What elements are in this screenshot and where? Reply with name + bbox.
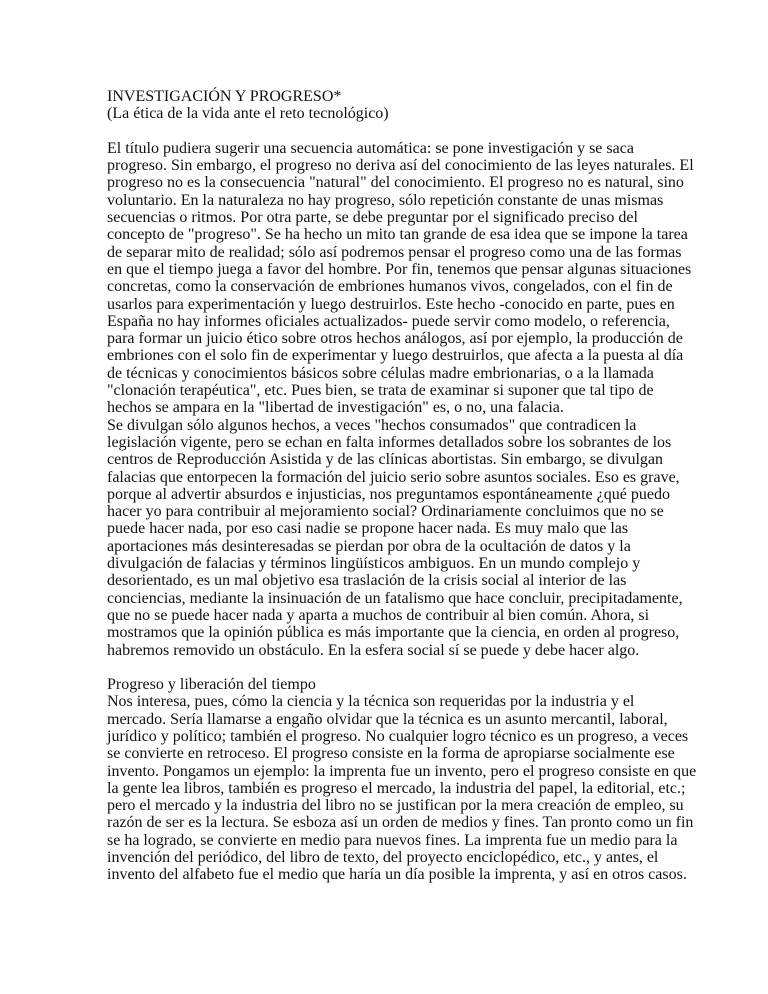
text-line: concepto de "progreso". Se ha hecho un mito tan grande de esa idea que se impone la tarea xyxy=(107,226,688,244)
text-line: progreso. Sin embargo, el progreso no deriva así del conocimiento de las leyes naturales. El xyxy=(107,157,694,175)
text-line: puede hacer nada, por eso casi nadie se propone hacer nada. Es muy malo que las xyxy=(107,520,629,538)
text-line: concretas, como la conservación de embriones humanos vivos, congelados, con el fin de xyxy=(107,278,673,296)
text-line: habremos removido un obstáculo. En la esfera social sí se puede y debe hacer algo. xyxy=(107,641,640,659)
text-line: usarlos para experimentación y luego destruirlos. Este hecho -conocido en parte, pues en xyxy=(107,295,675,313)
text-line: mostramos que la opinión pública es más importante que la ciencia, en orden al progreso, xyxy=(107,624,680,642)
text-line: conciencias, mediante la insinuación de un fatalismo que hace concluir, precipitadamente, xyxy=(107,589,683,607)
text-line: la gente lea libros, también es progreso el mercado, la industria del papel, la editorial, etc.; xyxy=(107,779,686,797)
document-title: INVESTIGACIÓN Y PROGRESO* xyxy=(107,88,342,105)
paragraph-3 xyxy=(107,693,696,883)
text-line: divulgación de falacias y términos lingüísticos ambiguos. En un mundo complejo y xyxy=(107,555,641,573)
text-line: embriones con el solo fin de experimentar y luego destruirlos, que afecta a la puesta al día xyxy=(107,347,684,365)
spacer xyxy=(107,659,696,676)
text-line: hechos se ampara en la "libertad de investigación" es, o no, una falacia. xyxy=(107,399,564,417)
text-line: porque al advertir absurdos e injusticias, nos preguntamos espontáneamente ¿qué puedo xyxy=(107,485,670,503)
text-line: mercado. Sería llamarse a engaño olvidar que la técnica es un asunto mercantil, laboral, xyxy=(107,710,668,728)
text-line: en que el tiempo juega a favor del hombre. Por fin, tenemos que pensar algunas situaciones xyxy=(107,260,692,278)
text-line: para formar un juicio ético sobre otros hechos análogos, así por ejemplo, la producción de xyxy=(107,330,683,348)
text-line: España no hay informes oficiales actualizados- puede servir como modelo, o referencia, xyxy=(107,312,670,330)
document-page xyxy=(107,88,696,884)
text-line: aportaciones más desinteresadas se pierdan por obra de la ocultación de datos y la xyxy=(107,537,631,555)
text-line: hacer yo para contribuir al mejoramiento social? Ordinariamente concluimos que no se xyxy=(107,503,664,521)
document-subtitle: (La ética de la vida ante el reto tecnológico) xyxy=(107,105,389,123)
text-line: Se divulgan sólo algunos hechos, a veces "hechos consumados" que contradicen la xyxy=(107,416,637,434)
text-line: El título pudiera sugerir una secuencia automática: se pone investigación y se saca xyxy=(107,139,634,157)
spacer xyxy=(107,123,696,140)
text-line: se convierte en retroceso. El progreso consiste en la forma de apropiarse socialmente ese xyxy=(107,745,675,763)
text-line: de técnicas y conocimientos básicos sobre células madre embrionarias, o a la llamada xyxy=(107,364,654,382)
text-line: falacias que entorpecen la formación del juicio serio sobre asuntos sociales. Eso es grave, xyxy=(107,468,680,486)
text-line: de separar mito de realidad; sólo así podremos pensar el progreso como una de las formas xyxy=(107,243,682,261)
paragraph-2 xyxy=(107,417,696,659)
text-line: desorientado, es un mal objetivo esa traslación de la crisis social al interior de las xyxy=(107,572,627,590)
text-line: invención del periódico, del libro de texto, del proyecto enciclopédico, etc., y antes, el xyxy=(107,849,659,867)
text-line: jurídico y político; también el progreso. No cualquier logro técnico es un progreso, a veces xyxy=(107,727,689,745)
text-line: "clonación terapéutica", etc. Pues bien, se trata de examinar si suponer que tal tipo de xyxy=(107,382,654,400)
text-line: voluntario. En la naturaleza no hay progreso, sólo repetición constante de unas mismas xyxy=(107,191,664,209)
text-line: que no se puede hacer nada y aparta a muchos de contribuir al bien común. Ahora, si xyxy=(107,606,650,624)
text-line: progreso no es la consecuencia "natural" del conocimiento. El progreso no es natural, sino xyxy=(107,174,684,192)
text-line: se ha logrado, se convierte en medio para nuevos fines. La imprenta fue un medio para la xyxy=(107,831,678,849)
text-line: invento. Pongamos un ejemplo: la imprenta fue un invento, pero el progreso consiste en que xyxy=(107,762,697,780)
text-line: invento del alfabeto fue el medio que haría un día posible la imprenta, y así en otros casos. xyxy=(107,866,687,884)
text-line: razón de ser es la lectura. Se esboza así un orden de medios y fines. Tan pronto como un fin xyxy=(107,814,694,832)
text-line: pero el mercado y la industria del libro no se justifican por la mera creación de empleo, su xyxy=(107,797,684,815)
text-line: legislación vigente, pero se echan en falta informes detallados sobre los sobrantes de los xyxy=(107,433,672,451)
text-line: secuencias o ritmos. Por otra parte, se debe preguntar por el significado preciso del xyxy=(107,209,638,227)
text-line: Nos interesa, pues, cómo la ciencia y la técnica son requeridas por la industria y el xyxy=(107,693,635,711)
text-line: centros de Reproducción Asistida y de las clínicas abortistas. Sin embargo, se divulgan xyxy=(107,451,664,469)
section-heading: Progreso y liberación del tiempo xyxy=(107,676,316,694)
paragraph-1 xyxy=(107,140,696,417)
